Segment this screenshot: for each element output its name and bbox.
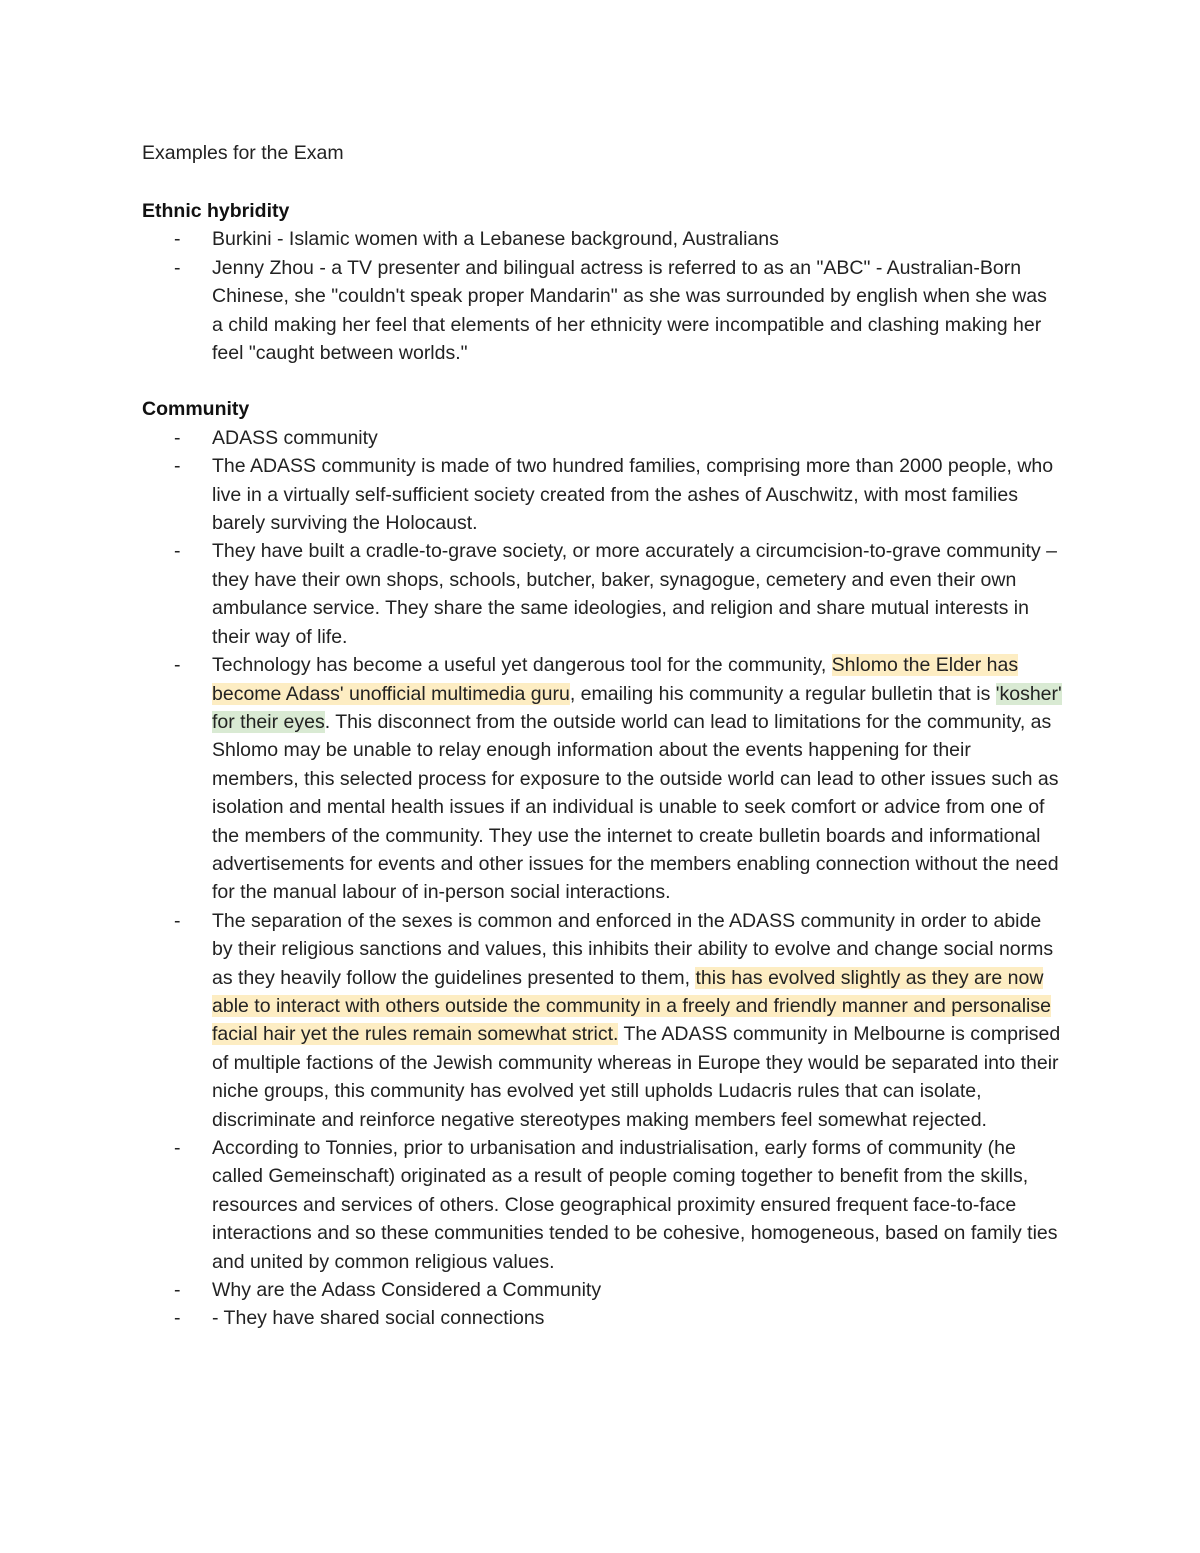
section-community [142, 395, 1062, 1332]
list-item [142, 424, 1062, 452]
item-text: Technology has become a useful yet dangerous tool for the community, [212, 654, 832, 677]
dash-bullet: - [174, 455, 181, 478]
item-text: The ADASS community in Melbourne is comprised of multiple factions of the Jewish community whereas in Europe they would be separated into their niche groups, this community has evolved yet still upholds Ludacris rules that can isolate, discriminate and reinforce negative stereotypes making members feel somewhat rejected. [212, 1023, 1061, 1131]
list-item [142, 254, 1062, 368]
list-item [142, 1304, 1062, 1332]
item-text: They have built a cradle-to-grave society, or more accurately a circumcision-to-grave community – they have their own shops, schools, butcher, baker, synagogue, cemetery and even their own ambulance service. They share the same ideologies, and religion and share mutual interests in their way of life. [212, 540, 1057, 648]
list-item [142, 1134, 1062, 1276]
dash-bullet: - [174, 540, 181, 563]
list-item [142, 651, 1062, 907]
item-text: The separation of the sexes is common and enforced in the ADASS community in order to abide by their religious sanctions and values, this inhibits their ability to evolve and change social norms as they heavily follow the guidelines presented to them, [212, 909, 1054, 989]
section-ethnic-hybridity [142, 197, 1062, 367]
item-text: , emailing his community a regular bulletin that is [569, 682, 996, 705]
list-item [142, 1276, 1062, 1304]
section-heading: Community [142, 398, 250, 421]
section-heading: Ethnic hybridity [142, 200, 290, 222]
highlighted-text: this has evolved slightly as they are now able to interact with others outside the community in a freely and friendly manner and personalise facial hair yet the rules remain somewhat strict. [212, 966, 1051, 1046]
item-text: Jenny Zhou - a TV presenter and bilingual actress is referred to as an "ABC" - Australian-Born Chinese, she "couldn't speak proper Mandarin" as she was surrounded by english when she was a child making her feel that elements of her ethnicity were incompatible and clashing making her feel "caught between worlds." [212, 256, 1047, 365]
item-text: Burkini - Islamic women with a Lebanese background, Australians [212, 228, 779, 251]
list-item [142, 537, 1062, 651]
dash-bullet: - [174, 256, 181, 279]
item-text: ADASS community [212, 426, 378, 449]
document-page [142, 138, 1062, 1333]
item-text: Why are the Adass Considered a Community [212, 1279, 602, 1302]
list-item [142, 452, 1062, 537]
dash-bullet: - [174, 228, 181, 251]
bullet-list [142, 225, 1062, 367]
item-text: - They have shared social connections [212, 1307, 545, 1330]
dash-bullet: - [174, 1137, 181, 1159]
highlighted-text: 'kosher' for their eyes [212, 682, 1062, 733]
list-item [142, 907, 1062, 1134]
document-title: Examples for the Exam [142, 142, 344, 164]
list-item [142, 225, 1062, 253]
item-text: According to Tonnies, prior to urbanisation and industrialisation, early forms of community (he called Gemeinschaft) originated as a result of people coming together to benefit from the skills, resources and services of others. Close geographical proximity ensured frequent face-to-face interactions and so these communities tended to be cohesive, homogeneous, based on family ties and united by common religious values. [212, 1137, 1058, 1273]
highlighted-text: Shlomo the Elder has become Adass' unofficial multimedia guru [212, 654, 1019, 705]
dash-bullet: - [174, 1307, 181, 1330]
bullet-list [142, 424, 1062, 1333]
dash-bullet: - [174, 1279, 181, 1302]
dash-bullet: - [174, 426, 181, 449]
spacer [142, 168, 1062, 197]
spacer [142, 367, 1062, 395]
dash-bullet: - [174, 654, 181, 677]
dash-bullet: - [174, 909, 181, 932]
item-text: The ADASS community is made of two hundred families, comprising more than 2000 people, who live in a virtually self-sufficient society created from the ashes of Auschwitz, with most families barely surviving the Holocaust. [212, 455, 1054, 535]
item-text: . This disconnect from the outside world can lead to limitations for the community, as Shlomo may be unable to relay enough information about the events happening for their members, this selected process for exposure to the outside world can lead to other issues such as isolation and mental health issues if an individual is unable to seek comfort or advice from one of the members of the community. They use the internet to create bulletin boards and informational advertisements for events and other issues for the members enabling connection without the need for the manual labour of in-person social interactions. [212, 710, 1059, 904]
